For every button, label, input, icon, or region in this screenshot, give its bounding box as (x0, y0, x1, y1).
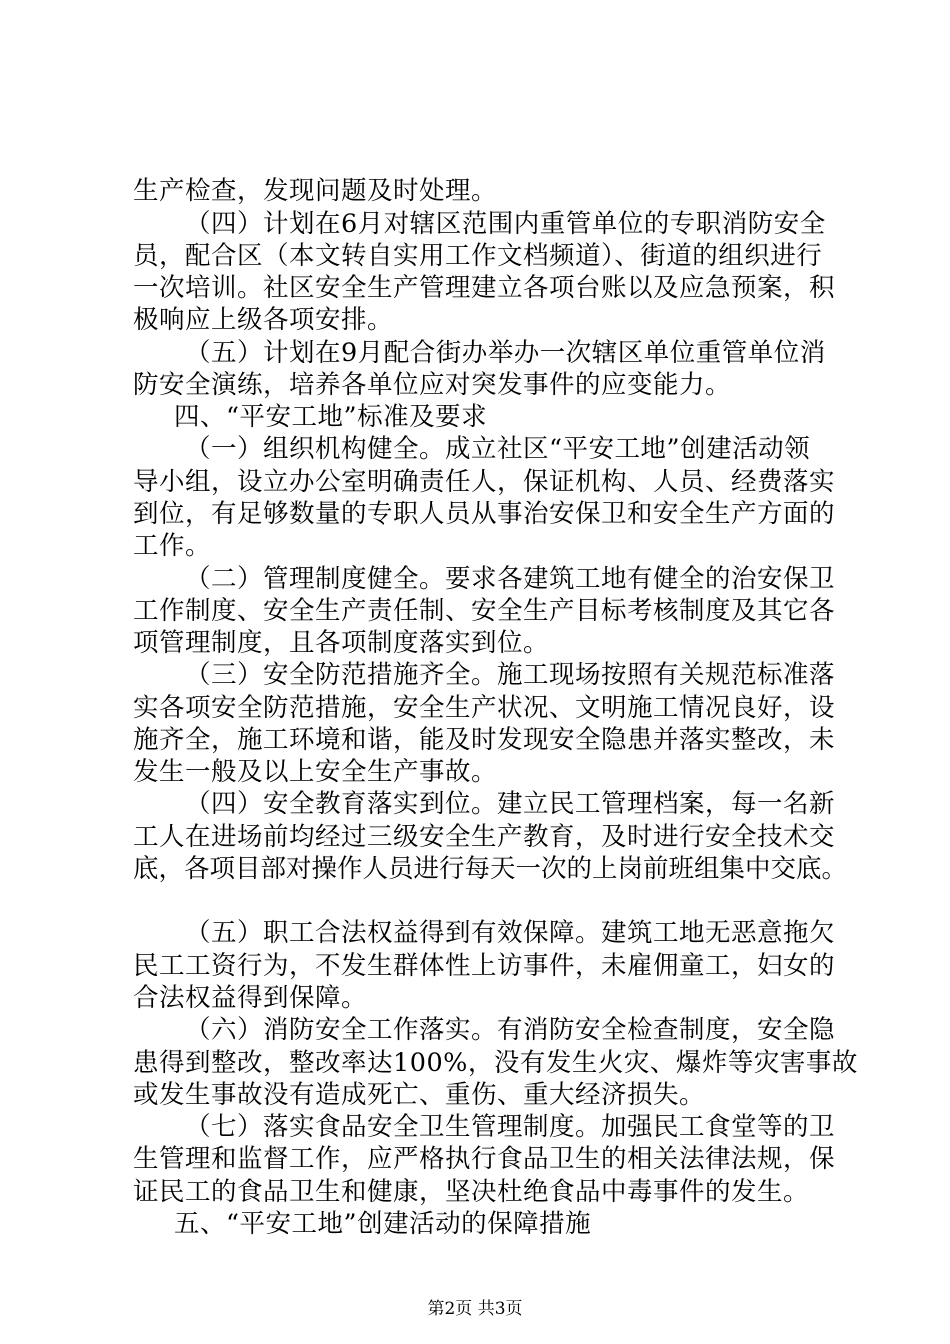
body-line: 工作制度、安全生产责任制、安全生产目标考核制度及其它各 (133, 596, 836, 626)
body-line: 合法权益得到保障。 (133, 983, 368, 1013)
body-line: 一次培训。社区安全生产管理建立各项台账以及应急预案，积 (133, 273, 836, 303)
body-line: 生产检查，发现问题及时处理。 (133, 176, 498, 206)
body-line: （四）安全教育落实到位。建立民工管理档案，每一名新 (185, 789, 836, 819)
body-line: 生管理和监督工作，应严格执行食品卫生的相关法律法规，保 (133, 1144, 836, 1174)
body-line: 防安全演练，培养各单位应对突发事件的应变能力。 (133, 370, 732, 400)
section-heading: 五、“平安工地”创建活动的保障措施 (174, 1209, 592, 1239)
page-footer: 第2页 共3页 (427, 1299, 523, 1319)
body-line: （一）组织机构健全。成立社区“平安工地”创建活动领 (185, 434, 811, 464)
body-line: （七）落实食品安全卫生管理制度。加强民工食堂等的卫 (185, 1112, 836, 1142)
body-line: 发生一般及以上安全生产事故。 (133, 757, 498, 787)
body-line: 实各项安全防范措施，安全生产状况、文明施工情况良好，设 (133, 693, 836, 723)
body-line: （三）安全防范措施齐全。施工现场按照有关规范标准落 (185, 660, 836, 690)
body-line: 患得到整改，整改率达100%，没有发生火灾、爆炸等灾害事故 (133, 1048, 858, 1078)
body-line: 极响应上级各项安排。 (133, 305, 394, 335)
body-line: 员，配合区（本文转自实用工作文档频道）、街道的组织进行 (133, 241, 823, 271)
body-line: 证民工的食品卫生和健康，坚决杜绝食品中毒事件的发生。 (133, 1177, 810, 1207)
section-heading: 四、“平安工地”标准及要求 (174, 402, 488, 432)
body-line: 民工工资行为，不发生群体性上访事件，未雇佣童工，妇女的 (133, 951, 836, 981)
body-line: 底，各项目部对操作人员进行每天一次的上岗前班组集中交底。 (133, 854, 848, 884)
body-line: 工人在进场前均经过三级安全生产教育，及时进行安全技术交 (133, 822, 836, 852)
body-line: 到位，有足够数量的专职人员从事治安保卫和安全生产方面的 (133, 499, 836, 529)
body-line: 导小组，设立办公室明确责任人，保证机构、人员、经费落实 (133, 467, 836, 497)
body-line: 工作。 (133, 531, 212, 561)
body-line: （五）计划在9月配合街办举办一次辖区单位重管单位消 (185, 338, 826, 368)
body-line: （二）管理制度健全。要求各建筑工地有健全的治安保卫 (185, 564, 836, 594)
body-line: 施齐全，施工环境和谐，能及时发现安全隐患并落实整改，未 (133, 725, 836, 755)
body-line: 项管理制度，且各项制度落实到位。 (133, 628, 550, 658)
body-line: （六）消防安全工作落实。有消防安全检查制度，安全隐 (185, 1015, 836, 1045)
body-line: （四）计划在6月对辖区范围内重管单位的专职消防安全 (185, 209, 826, 239)
body-line: （五）职工合法权益得到有效保障。建筑工地无恶意拖欠 (185, 918, 836, 948)
body-line: 或发生事故没有造成死亡、重伤、重大经济损失。 (133, 1080, 706, 1110)
